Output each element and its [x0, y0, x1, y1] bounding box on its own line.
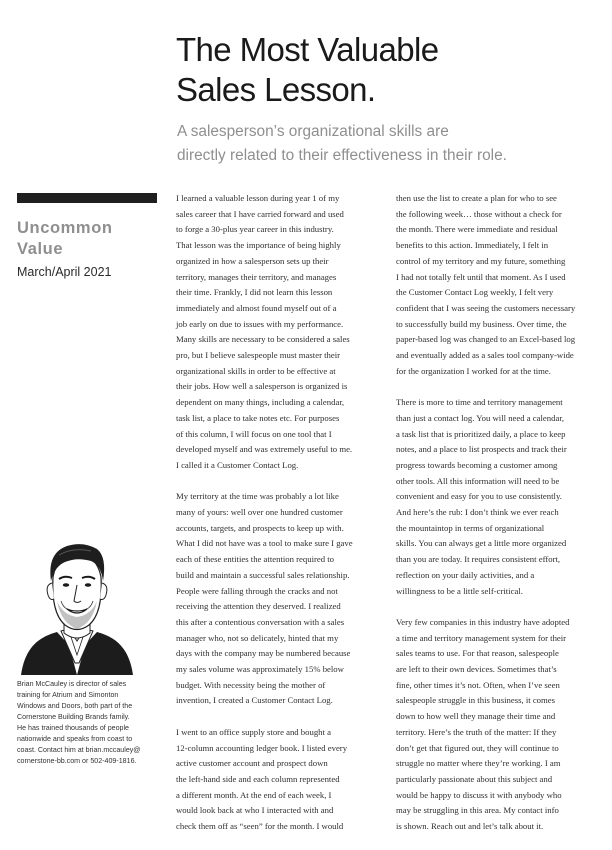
body-line: organized in how a salesperson sets up their — [176, 255, 329, 266]
body-line: to successfully build my business. Over time, the — [396, 318, 567, 329]
body-line: than you are today. It requires consistent effort, — [396, 554, 561, 565]
body-line: There is more to time and territory management — [396, 397, 563, 408]
column-name-line: Uncommon — [17, 219, 113, 237]
body-line: task list, a place to take notes etc. For purposes — [176, 412, 340, 423]
body-line: a time and territory management system for their — [396, 632, 567, 643]
body-line: active customer account and prospect down — [176, 758, 328, 769]
body-line: budget. With necessity being the mother of — [176, 679, 326, 690]
body-line: control of my territory and my future, something — [396, 255, 566, 266]
body-line: don’t get that figured out, they will continue to — [396, 742, 559, 753]
body-line: immediately and almost found myself out of a — [176, 302, 337, 313]
bio-line: He has trained thousands of people — [17, 724, 130, 732]
body-line: check them off as “seen” for the month. I would — [176, 821, 344, 832]
body-line: many of yours: well over one hundred customer — [176, 507, 343, 518]
body-line: benefits to this action. Immediately, I felt in — [396, 240, 549, 251]
body-line: their time. Frankly, I did not learn this lesson — [176, 287, 333, 298]
title-line: Sales Lesson. — [176, 71, 376, 108]
body-line: the left-hand side and each column represented — [176, 773, 340, 784]
body-line: may be struggling in this area. My contact info — [396, 805, 559, 816]
body-line: job early on due to issues with my performance. — [176, 318, 344, 329]
body-line: struggle no matter where they’re working. I am — [396, 758, 561, 769]
body-line: paper-based log was changed to an Excel-based log — [396, 334, 576, 345]
body-line: other tools. All this information will need to be — [396, 475, 560, 486]
body-line: 12-column accounting ledger book. I listed every — [176, 742, 348, 753]
body-line: dependent on many things, including a calendar, — [176, 397, 345, 408]
body-line: of this column, I will focus on one tool that I — [176, 428, 332, 439]
body-paragraph — [176, 191, 384, 474]
body-line: is shown. Reach out and let’s talk about it. — [396, 821, 544, 832]
body-line: to forge a 30-plus year career in this industry. — [176, 224, 334, 235]
body-line: each of these entities the attention required to — [176, 554, 335, 565]
body-line: That lesson was the importance of being highly — [176, 240, 341, 251]
bio-line: cornerstone-bb.com or 502-409-1816. — [17, 757, 137, 765]
body-line: What I did not have was a tool to make sure I gave — [176, 538, 353, 549]
bio-line: training for Atrium and Simonton — [17, 691, 119, 699]
body-line: organizational skills in order to be effective at — [176, 365, 336, 376]
body-line: I called it a Customer Contact Log. — [176, 459, 299, 470]
bio-line: nationwide and speaks from coast to — [17, 735, 133, 743]
body-line: and eventually added as a sales tool company-wide — [396, 350, 574, 361]
body-line: And here’s the rub: I don’t think we ever reach — [396, 507, 559, 518]
body-line: days with the company may be numbered because — [176, 648, 351, 659]
body-line: I had not totally felt until that moment. As I used — [396, 271, 566, 282]
body-line: developed myself and was extremely useful to me. — [176, 444, 353, 455]
body-line: territory, manages their territory, and manages — [176, 271, 337, 282]
body-line: salespeople struggle in this business, it comes — [396, 695, 556, 706]
body-line: a task list that is prioritized daily, a place to keep — [396, 428, 566, 439]
issue-date: March/April 2021 — [17, 265, 112, 279]
body-line: the following week… those without a check for — [396, 208, 562, 219]
body-line: Many skills are necessary to be considered a sales — [176, 334, 350, 345]
body-line: than just a contact log. You will need a calendar, — [396, 412, 565, 423]
bio-line: Windows and Doors, both part of the — [17, 702, 133, 710]
body-paragraph — [176, 489, 384, 709]
body-line: willingness to be a little self-critical. — [396, 585, 523, 596]
body-line: invention, I created a Customer Contact Log. — [176, 695, 333, 706]
body-line: I learned a valuable lesson during year 1 of my — [176, 193, 340, 203]
body-line: Very few companies in this industry have adopted — [396, 616, 570, 627]
body-line: build and maintain a successful sales relationship. — [176, 569, 350, 580]
body-line: their jobs. How well a salesperson is organized is — [176, 381, 348, 392]
body-line: receiving the attention they deserved. I realized — [176, 601, 341, 612]
article-title — [176, 30, 596, 110]
body-line: a different month. At the end of each week, I — [176, 789, 332, 800]
author-portrait-illustration — [17, 535, 137, 675]
body-line: are left to their own devices. Sometimes that’s — [396, 664, 557, 675]
body-line: sales career that I have carried forward and used — [176, 208, 344, 219]
body-line: particularly passionate about this subject and — [396, 773, 553, 784]
body-paragraph — [396, 615, 601, 835]
body-line: fine, other times it’s not. Often, when I’ve seen — [396, 679, 560, 690]
subtitle-line: directly related to their effectiveness in their role. — [177, 147, 507, 164]
body-line: skills. You can always get a little more organized — [396, 538, 567, 549]
body-paragraph — [176, 725, 384, 835]
body-line: then use the list to create a plan for who to see — [396, 193, 557, 203]
body-line: for the organization I worked for at the time. — [396, 365, 551, 376]
bio-line: Cornerstone Building Brands family. — [17, 713, 130, 721]
body-line: accounts, targets, and prospects to keep up with. — [176, 522, 344, 533]
body-line: People were falling through the cracks and not — [176, 585, 338, 596]
body-line: convenient and easy for you to use consistently. — [396, 491, 562, 502]
column-name — [17, 218, 113, 260]
body-line: the month. There were immediate and residual — [396, 224, 558, 235]
body-column-1 — [176, 191, 384, 850]
body-line: sales teams to use. For that reason, salespeople — [396, 648, 559, 659]
body-line: my sales volume was approximately 15% below — [176, 664, 344, 675]
body-line: progress towards becoming a customer among — [396, 459, 558, 470]
body-line: confident that I was seeing the customers necessary — [396, 302, 576, 313]
title-line: The Most Valuable — [176, 31, 439, 68]
body-line: the Customer Contact Log weekly, I felt very — [396, 287, 554, 298]
body-paragraph — [396, 191, 601, 379]
bio-line: coast. Contact him at brian.mccauley@ — [17, 746, 141, 754]
body-line: reflection on your daily activities, and a — [396, 569, 535, 580]
column-name-line: Value — [17, 240, 64, 258]
author-bio — [17, 679, 157, 767]
article-subtitle — [177, 120, 597, 168]
bio-line: Brian McCauley is director of sales — [17, 680, 127, 688]
body-line: My territory at the time was probably a lot like — [176, 491, 339, 502]
body-line: I went to an office supply store and bought a — [176, 726, 331, 737]
body-line: the mountaintop in terms of organizational — [396, 522, 545, 533]
body-column-2 — [396, 191, 601, 850]
body-line: this after a contentious conversation with a sales — [176, 616, 345, 627]
body-line: would be happy to discuss it with anybody who — [396, 789, 562, 800]
subtitle-line: A salesperson’s organizational skills are — [177, 123, 449, 140]
body-line: would look back at who I interacted with and — [176, 805, 334, 816]
column-header-bar — [17, 193, 157, 203]
body-line: manager who, not so delicately, hinted that my — [176, 632, 339, 643]
body-line: pro, but I believe salespeople must master their — [176, 350, 341, 361]
body-line: territory. Here’s the truth of the matter: If they — [396, 726, 557, 737]
body-line: notes, and a place to list prospects and track their — [396, 444, 567, 455]
body-line: down to how well they manage their time and — [396, 711, 556, 722]
body-paragraph — [396, 395, 601, 599]
